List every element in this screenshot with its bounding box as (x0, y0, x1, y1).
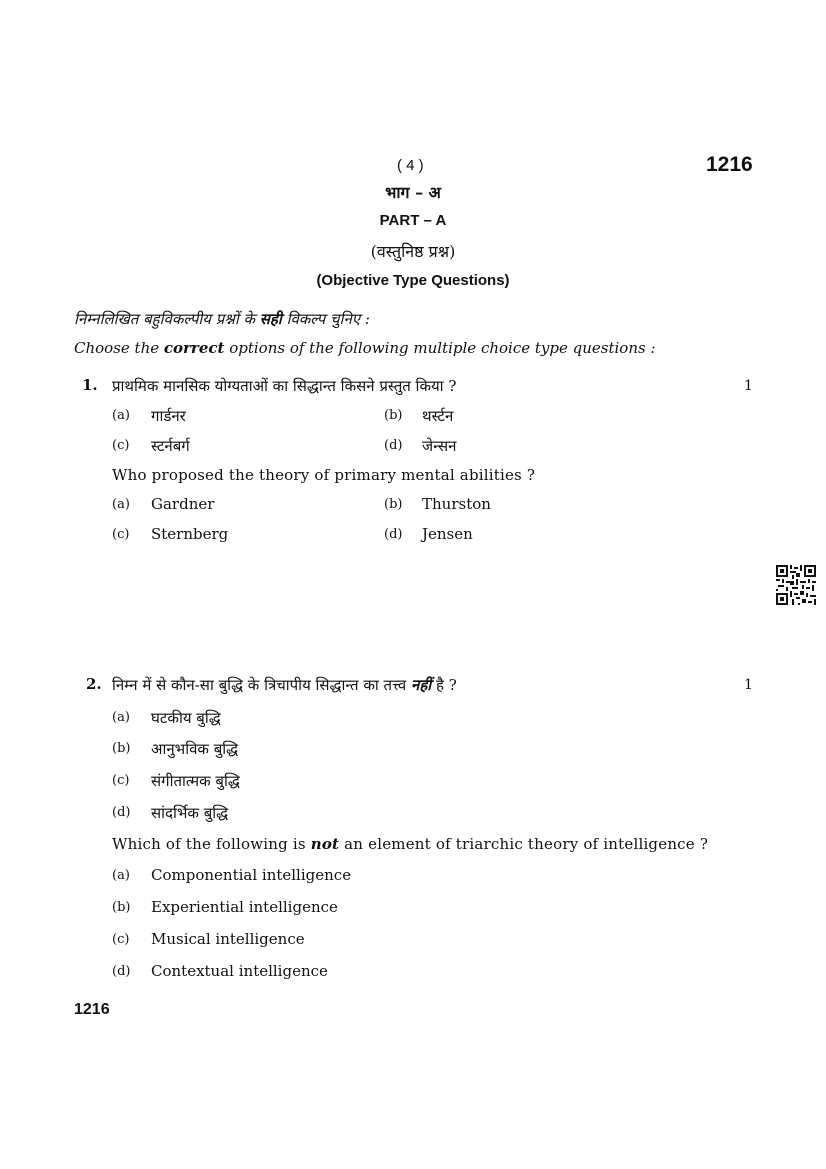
q1-en-option-a-label: (a) (112, 497, 130, 512)
q1-hi-option-c: स्टर्नबर्ग (151, 437, 190, 455)
part-title-hindi: भाग – अ (385, 183, 441, 202)
question-1-number: 1. (82, 376, 98, 394)
q2-en-option-b-label: (b) (112, 900, 131, 915)
instruction-hindi-emphasis: सही (259, 310, 282, 328)
paper-code-top: 1216 (706, 153, 753, 176)
q2-en-option-a-label: (a) (112, 868, 130, 883)
q2-hi-option-c: संगीतात्मक बुद्धि (151, 772, 240, 790)
q2-en-option-d-label: (d) (112, 964, 131, 979)
q1-hi-option-c-label: (c) (112, 438, 130, 453)
qr-code-icon (776, 565, 816, 605)
instruction-hindi: निम्नलिखित बहुविकल्पीय प्रश्नों के सही विकल्प चुनिए : (74, 310, 370, 328)
q1-hi-option-a-label: (a) (112, 408, 130, 423)
q1-en-option-d-label: (d) (384, 527, 403, 542)
q2-hi-option-a-label: (a) (112, 710, 130, 725)
question-1-text-hindi: प्राथमिक मानसिक योग्यताओं का सिद्धान्त किसने प्रस्तुत किया ? (112, 377, 457, 395)
q1-en-option-c-label: (c) (112, 527, 130, 542)
q2-hi-option-b-label: (b) (112, 741, 131, 756)
question-2-text-hindi: निम्न में से कौन-सा बुद्धि के त्रिचापीय सिद्धान्त का तत्त्व नहीं है ? (112, 676, 457, 694)
question-2-hindi-emphasis: नहीं (411, 676, 432, 694)
q1-hi-option-d-label: (d) (384, 438, 403, 453)
q2-hi-option-a: घटकीय बुद्धि (151, 709, 221, 727)
question-2-marks: 1 (744, 677, 753, 693)
q1-hi-option-d: जेन्सन (422, 437, 457, 455)
question-1-text-english: Who proposed the theory of primary mental abilities ? (112, 466, 536, 484)
question-2-english-emphasis: not (310, 835, 340, 853)
q2-en-option-d: Contextual intelligence (151, 962, 328, 980)
section-type-english: (Objective Type Questions) (316, 272, 510, 289)
q1-hi-option-b: थर्स्टन (422, 407, 454, 425)
part-title-english: PART – A (379, 212, 447, 229)
q1-en-option-d: Jensen (422, 525, 473, 543)
instruction-english-emphasis: correct (163, 339, 225, 357)
q2-hi-option-c-label: (c) (112, 773, 130, 788)
q2-en-option-c: Musical intelligence (151, 930, 305, 948)
q1-en-option-b-label: (b) (384, 497, 403, 512)
q1-hi-option-b-label: (b) (384, 408, 403, 423)
question-2-number: 2. (86, 675, 102, 693)
paper-code-bottom: 1216 (74, 1001, 110, 1018)
q1-en-option-c: Sternberg (151, 525, 229, 543)
q2-en-option-c-label: (c) (112, 932, 130, 947)
question-2-text-english: Which of the following is not an element of triarchic theory of intelligence ? (112, 835, 709, 853)
q2-en-option-a: Componential intelligence (151, 866, 352, 884)
q1-en-option-b: Thurston (422, 495, 491, 513)
q2-hi-option-d: सांदर्भिक बुद्धि (151, 804, 229, 822)
page-number: ( 4 ) (397, 157, 424, 174)
q2-hi-option-d-label: (d) (112, 805, 131, 820)
question-1-marks: 1 (744, 378, 753, 394)
q1-en-option-a: Gardner (151, 495, 215, 513)
instruction-english: Choose the correct options of the following multiple choice type questions : (74, 339, 656, 357)
section-type-hindi: (वस्तुनिष्ठ प्रश्न) (370, 242, 456, 261)
q1-hi-option-a: गार्डनर (151, 407, 186, 425)
q2-en-option-b: Experiential intelligence (151, 898, 338, 916)
q2-hi-option-b: आनुभविक बुद्धि (151, 740, 239, 758)
